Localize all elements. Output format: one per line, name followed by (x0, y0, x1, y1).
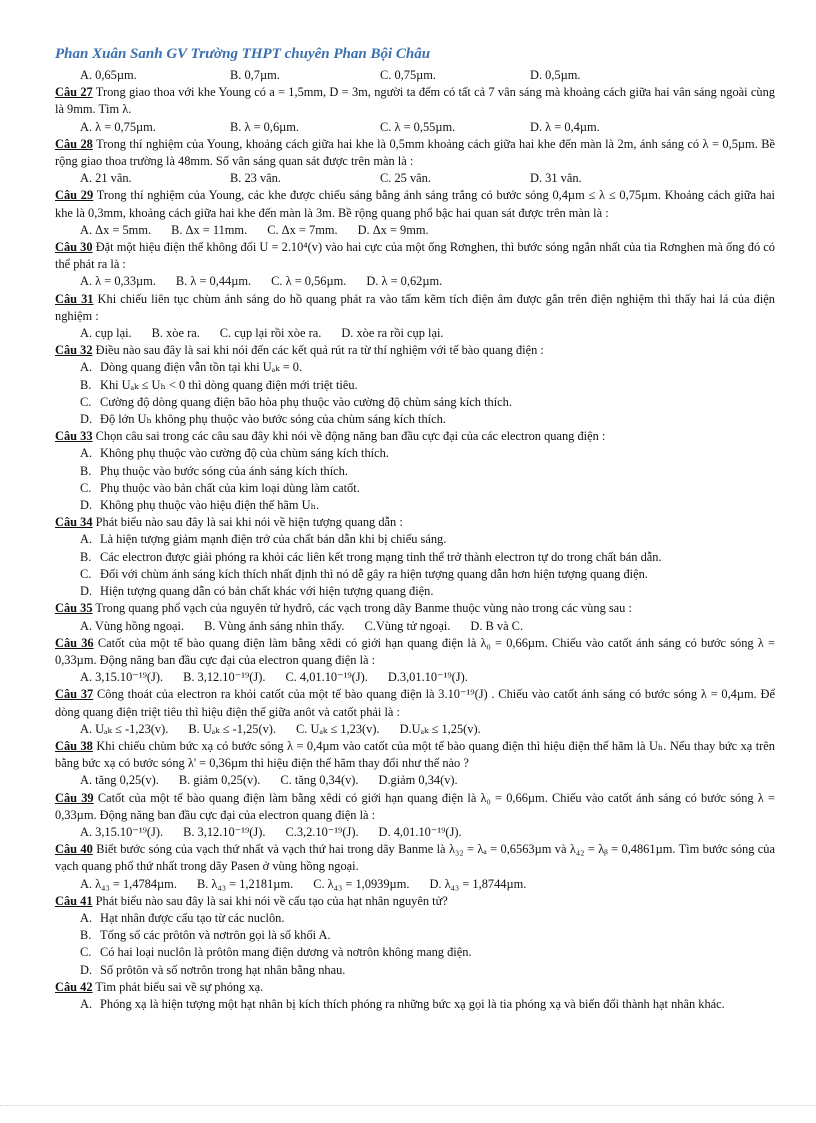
question (55, 428, 775, 445)
question-number: Câu 32 (55, 343, 93, 358)
answer-option: C. Δx = 7mm. (267, 222, 338, 237)
question-text: Biết bước sóng của vạch thứ nhất và vạch thứ hai trong dãy Banme là λ₃₂ = λₐ = 0,6563µm và λ₄₂ = λᵦ = 0,4861µm. Tìm bước sóng của vạch quang phổ thứ nhất trong dãy Pasen ở vùng hồng ngoại. (55, 842, 775, 874)
option-text: Là hiện tượng giảm mạnh điện trở của chất bán dẫn khi bị chiếu sáng. (100, 532, 447, 547)
question (55, 841, 775, 875)
answer-option: B. 23 vân. (230, 171, 281, 186)
option-text: Độ lớn Uₕ không phụ thuộc vào bước sóng của chùm sáng kích thích. (100, 412, 446, 427)
question-number: Câu 33 (55, 429, 93, 444)
question-text: Điều nào sau đây là sai khi nói đến các kết quả rút ra từ thí nghiệm với tế bào quang điện : (92, 343, 544, 358)
question-number: Câu 31 (55, 291, 94, 306)
answer-option (55, 927, 775, 944)
option-letter: B. (80, 549, 92, 564)
answer-options-row (55, 222, 775, 239)
option-letter: D. (80, 412, 93, 427)
answer-option: B. Uₐₖ ≤ -1,25(v). (188, 721, 277, 736)
question-text: Trong quang phổ vạch của nguyên tử hyđrô, các vạch trong dãy Banme thuộc vùng nào trong các vùng sau : (92, 601, 632, 616)
question-text: Công thoát của electron ra khỏi catốt của một tế bào quang điện là 3.10⁻¹⁹(J) . Chiếu vào catốt ánh sáng có bước sóng λ = 0,4µm. Để dòng quang điện triệt tiêu thì hiệu điện thế giữa anôt và catốt phải là : (55, 687, 775, 719)
answer-option (55, 962, 775, 979)
answer-option: B. giảm 0,25(v). (178, 773, 261, 788)
answer-option: D. 31 vân. (530, 171, 582, 186)
answer-option (55, 445, 775, 462)
question (55, 600, 775, 617)
question-number: Câu 41 (55, 893, 93, 908)
question-list (55, 67, 775, 1013)
option-text: Có hai loại nuclôn là prôtôn mang điện dương và nơtrôn không mang điện. (100, 945, 472, 960)
answer-option: B. Vùng ánh sáng nhìn thấy. (204, 618, 345, 633)
answer-options-row (55, 772, 775, 789)
option-letter: C. (80, 566, 92, 581)
answer-option (55, 910, 775, 927)
question (55, 893, 775, 910)
answer-options-row (55, 170, 775, 187)
answer-option (55, 480, 775, 497)
question (55, 635, 775, 669)
option-letter: B. (80, 377, 92, 392)
question-number: Câu 28 (55, 136, 93, 151)
option-text: Cường độ dòng quang điện bão hòa phụ thuộc vào cường độ chùm sáng kích thích. (100, 394, 512, 409)
answer-option: B. λ₄₃ = 1,2181µm. (196, 876, 294, 891)
question-text: Trong thí nghiệm của Young, các khe được chiếu sáng bằng ánh sáng trắng có bước sóng 0,4µm ≤ λ ≤ 0,75µm. Khoảng cách giữa hai khe là 0,3mm, khoảng cách giữa hai khe đến màn là 3m. Bề rộng quang phổ bậc hai quan sát được trên màn là : (55, 188, 775, 220)
option-letter: B. (80, 463, 92, 478)
question-number: Câu 42 (55, 979, 93, 994)
answer-option: B. xòe ra. (151, 326, 200, 341)
answer-option: D. Δx = 9mm. (357, 222, 429, 237)
answer-option (55, 944, 775, 961)
answer-option: D.giảm 0,34(v). (378, 773, 458, 788)
option-text: Phụ thuộc vào bản chất của kim loại dùng làm catốt. (100, 480, 360, 495)
option-text: Hạt nhân được cấu tạo từ các nuclôn. (100, 910, 285, 925)
question-number: Câu 39 (55, 790, 94, 805)
answer-option: A. cụp lại. (80, 326, 132, 341)
answer-option (55, 394, 775, 411)
answer-option: D. λ₄₃ = 1,8744µm. (429, 876, 527, 891)
question-number: Câu 27 (55, 85, 93, 100)
option-letter: C. (80, 480, 92, 495)
answer-option (55, 531, 775, 548)
option-letter: A. (80, 910, 93, 925)
option-text: Không phụ thuộc vào hiệu điện thế hãm Uₕ. (100, 498, 320, 513)
answer-option: A. λ₄₃ = 1,4784µm. (80, 876, 177, 891)
answer-options-row (55, 325, 775, 342)
question (55, 686, 775, 720)
option-letter: D. (80, 962, 93, 977)
answer-option (55, 996, 775, 1013)
answer-option: A. λ = 0,75µm. (80, 119, 156, 134)
answer-option: D. 0,5µm. (530, 68, 581, 82)
question-number: Câu 35 (55, 601, 93, 616)
question (55, 136, 775, 170)
answer-option: C. λ = 0,55µm. (380, 119, 456, 134)
question-number: Câu 40 (55, 842, 93, 857)
answer-option: A. λ = 0,33µm. (80, 274, 156, 289)
answer-option (55, 583, 775, 600)
answer-options-row (55, 119, 775, 136)
option-letter: D. (80, 498, 93, 513)
answer-option: C. 4,01.10⁻¹⁹(J). (285, 670, 368, 685)
answer-option (55, 359, 775, 376)
answer-option: B. 0,7µm. (230, 68, 280, 82)
answer-option: A. Vùng hồng ngoại. (80, 618, 185, 633)
answer-option: B. λ = 0,6µm. (230, 119, 300, 134)
answer-option: C. λ₄₃ = 1,0939µm. (313, 876, 410, 891)
answer-options-row (55, 67, 775, 84)
question-text: Khi chiếu liên tục chùm ánh sáng do hồ quang phát ra vào tấm kẽm tích điện âm được gắn trên điện nghiệm thì thấy hai lá của điện nghiệm : (55, 291, 776, 323)
option-letter: C. (80, 394, 92, 409)
option-text: Khi Uₐₖ ≤ Uₕ < 0 thì dòng quang điện mới triệt tiêu. (100, 377, 358, 392)
answer-option (55, 411, 775, 428)
answer-option: D. λ = 0,62µm. (366, 274, 443, 289)
question-text: Catốt của một tế bào quang điện làm bằng xêdi có giới hạn quang điện là λ₀ = 0,66µm. Chiếu vào catốt ánh sáng có bước sóng λ = 0,33µm. Động năng ban đầu cực đại của electron quang điện là : (55, 635, 775, 667)
question-number: Câu 36 (55, 635, 94, 650)
page-bottom-divider (0, 1105, 816, 1106)
answer-option: D. B và C. (470, 618, 524, 633)
answer-option: C. Uₐₖ ≤ 1,23(v). (296, 721, 380, 736)
answer-option: C. 25 vân. (380, 171, 431, 186)
answer-option: C.3,2.10⁻¹⁹(J). (285, 824, 359, 839)
answer-option: A. Δx = 5mm. (80, 222, 152, 237)
answer-option: C. 0,75µm. (380, 68, 437, 82)
answer-option: A. 21 vân. (80, 171, 132, 186)
answer-option: A. 3,15.10⁻¹⁹(J). (80, 670, 164, 685)
question (55, 239, 775, 273)
answer-option: B. λ = 0,44µm. (175, 274, 252, 289)
option-text: Hiện tượng quang dẫn có bản chất khác với hiện tượng quang điện. (100, 584, 434, 599)
option-text: Không phụ thuộc vào cường độ của chùm sáng kích thích. (100, 446, 389, 461)
option-letter: A. (80, 532, 93, 547)
answer-option: A. 3,15.10⁻¹⁹(J). (80, 824, 164, 839)
option-text: Phóng xạ là hiện tượng một hạt nhân bị kích thích phóng ra những bức xạ gọi là tia phóng xạ và biến đổi thành hạt nhân khác. (100, 996, 725, 1011)
answer-option: D.3,01.10⁻¹⁹(J). (387, 670, 468, 685)
question (55, 291, 775, 325)
answer-option (55, 549, 775, 566)
answer-option: C.Vùng tử ngoại. (364, 618, 451, 633)
option-letter: A. (80, 446, 93, 461)
answer-option: D.Uₐₖ ≤ 1,25(v). (399, 721, 481, 736)
question-text: Trong thí nghiệm của Young, khoảng cách giữa hai khe là 0,5mm khoảng cách giữa hai khe đến màn là 2m, ánh sáng có λ = 0,5µm. Bề rộng giao thoa trường là 48mm. Số vân sáng quan sát được trên màn là : (55, 136, 776, 169)
answer-option: C. cụp lại rồi xòe ra. (219, 326, 322, 341)
question-number: Câu 30 (55, 240, 93, 255)
option-text: Số prôtôn và số nơtrôn trong hạt nhân bằng nhau. (100, 962, 346, 977)
question-text: Chọn câu sai trong các câu sau đây khi nói về động năng ban đầu cực đại của các electron quang điện : (92, 429, 606, 444)
question (55, 342, 775, 359)
answer-option: C. tăng 0,34(v). (280, 773, 359, 788)
question (55, 84, 775, 118)
question (55, 979, 775, 996)
question-text: Khi chiếu chùm bức xạ có bước sóng λ = 0,4µm vào catốt của một tế bào quang điện thì hiệu điện thế hãm là Uₕ. Nếu thay bức xạ trên bằng bức xạ có bước sóng λ' = 0,36µm thì hiệu điện thế hãm thay đổi như thế nào ? (55, 738, 775, 771)
answer-options-row (55, 824, 775, 841)
option-letter: B. (80, 928, 92, 943)
question-text: Phát biểu nào sau đây là sai khi nói về hiện tượng quang dẫn : (92, 515, 403, 530)
answer-option: A. Uₐₖ ≤ -1,23(v). (80, 721, 169, 736)
question-text: Đặt một hiệu điện thế không đổi U = 2.10⁴(v) vào hai cực của một ống Rơnghen, thì bước sóng ngắn nhất của tia Rơnghen mà ống đó có thể phát ra là : (55, 240, 775, 272)
question-text: Catốt của một tế bào quang điện làm bằng xêdi có giới hạn quang điện là λ₀ = 0,66µm. Chiếu vào catốt ánh sáng có bước sóng λ = 0,33µm. Động năng ban đầu cực đại của electron quang điện là : (55, 790, 775, 822)
answer-options-row (55, 669, 775, 686)
answer-options-row (55, 876, 775, 893)
option-letter: A. (80, 996, 93, 1011)
answer-options-row (55, 618, 775, 635)
question-text: Phát biểu nào sau đây là sai khi nói về cấu tạo của hạt nhân nguyên tử? (92, 893, 448, 908)
option-text: Đối với chùm ánh sáng kích thích nhất định thì nó dễ gây ra hiện tượng quang dẫn hơn hiện tượng quang điện. (100, 566, 648, 581)
question-text: Trong giao thoa với khe Young có a = 1,5mm, D = 3m, người ta đếm có tất cả 7 vân sáng mà khoảng cách giữa hai vân sáng ngoài cùng là 9mm. Tìm λ. (55, 85, 775, 117)
option-text: Phụ thuộc vào bước sóng của ánh sáng kích thích. (100, 463, 348, 478)
question-number: Câu 38 (55, 738, 93, 753)
option-letter: C. (80, 945, 92, 960)
question (55, 738, 775, 772)
answer-option: C. λ = 0,56µm. (271, 274, 347, 289)
answer-option (55, 497, 775, 514)
option-letter: D. (80, 584, 93, 599)
option-text: Dòng quang điện vẫn tồn tại khi Uₐₖ = 0. (100, 360, 303, 375)
answer-options-row (55, 273, 775, 290)
answer-option: D. xòe ra rồi cụp lại. (341, 326, 444, 341)
page-header: Phan Xuân Sanh GV Trường THPT chuyên Phan Bội Châu (55, 46, 431, 62)
option-text: Tổng số các prôtôn và nơtrôn gọi là số khối A. (100, 928, 331, 943)
answer-option (55, 566, 775, 583)
answer-option: B. Δx = 11mm. (171, 222, 248, 237)
question (55, 790, 775, 824)
answer-option (55, 463, 775, 480)
answer-options-row (55, 721, 775, 738)
question (55, 514, 775, 531)
answer-option: A. 0,65µm. (80, 68, 137, 82)
question (55, 187, 775, 221)
question-number: Câu 34 (55, 515, 93, 530)
answer-option (55, 377, 775, 394)
answer-option: A. tăng 0,25(v). (80, 773, 159, 788)
option-letter: A. (80, 360, 93, 375)
question-number: Câu 29 (55, 188, 94, 203)
answer-option: D. 4,01.10⁻¹⁹(J). (378, 824, 462, 839)
question-text: Tìm phát biểu sai về sự phóng xạ. (92, 979, 264, 994)
option-text: Các electron được giải phóng ra khỏi các liên kết trong mạng tinh thể trở thành electron tự do trong chất bán dẫn. (100, 549, 662, 564)
question-number: Câu 37 (55, 687, 94, 702)
answer-option: B. 3,12.10⁻¹⁹(J). (183, 670, 266, 685)
answer-option: D. λ = 0,4µm. (530, 119, 600, 134)
answer-option: B. 3,12.10⁻¹⁹(J). (183, 824, 266, 839)
